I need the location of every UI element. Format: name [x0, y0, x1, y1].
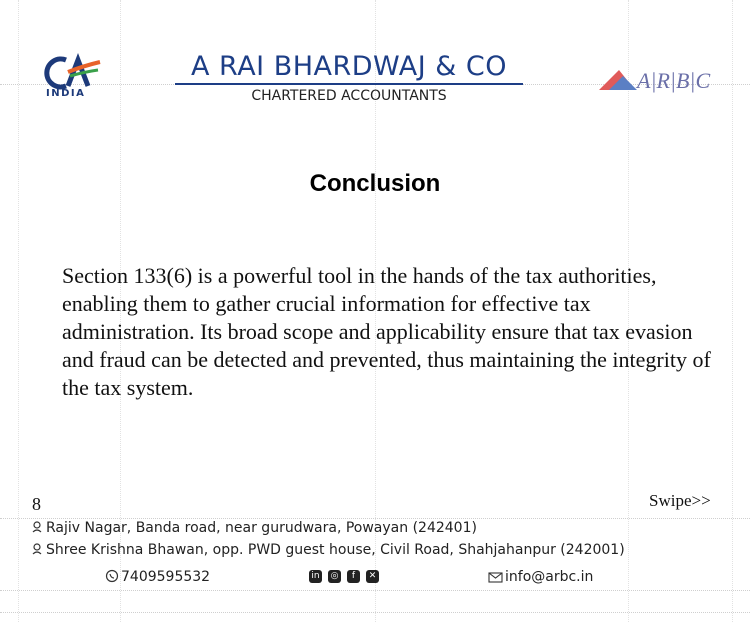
page-number: 8 [32, 494, 41, 514]
firm-name: A RAI BHARDWAJ & CO [175, 52, 523, 85]
address-text-2: Shree Krishna Bhawan, opp. PWD guest house, Civil Road, Shahjahanpur (242001) [46, 542, 625, 558]
ca-india-label: INDIA [46, 88, 86, 99]
email-address: info@arbc.in [505, 569, 594, 585]
linkedin-icon[interactable]: in [309, 570, 322, 583]
arbc-logo-text: A|R|B|C [637, 68, 711, 93]
location-icon [32, 521, 42, 533]
mail-icon [488, 571, 503, 583]
address-line-2 [32, 542, 625, 558]
arbc-logo [597, 64, 719, 94]
firm-subtitle: CHARTERED ACCOUNTANTS [251, 88, 447, 104]
address-line-1 [32, 520, 477, 536]
instagram-icon[interactable]: ◎ [328, 570, 341, 583]
email-contact[interactable] [488, 569, 593, 585]
whatsapp-icon [105, 569, 119, 583]
address-text-1: Rajiv Nagar, Banda road, near gurudwara, Powayan (242401) [46, 520, 477, 536]
phone-number: 7409595532 [121, 569, 211, 585]
swipe-link[interactable]: Swipe>> [649, 491, 711, 510]
x-icon[interactable]: ✕ [366, 570, 379, 583]
facebook-icon[interactable]: f [347, 570, 360, 583]
location-icon [32, 543, 42, 555]
phone-contact[interactable] [105, 569, 210, 585]
header [0, 0, 750, 130]
page-title: Conclusion [309, 170, 441, 197]
social-icons [309, 570, 379, 583]
body-paragraph: Section 133(6) is a powerful tool in the hands of the tax authorities, enabling them to gather crucial information for effective tax administration. Its broad scope and applicability ensure that tax evasion and fraud can be detected and prevented, thus maintaining the integrity of the tax system. [62, 263, 711, 400]
